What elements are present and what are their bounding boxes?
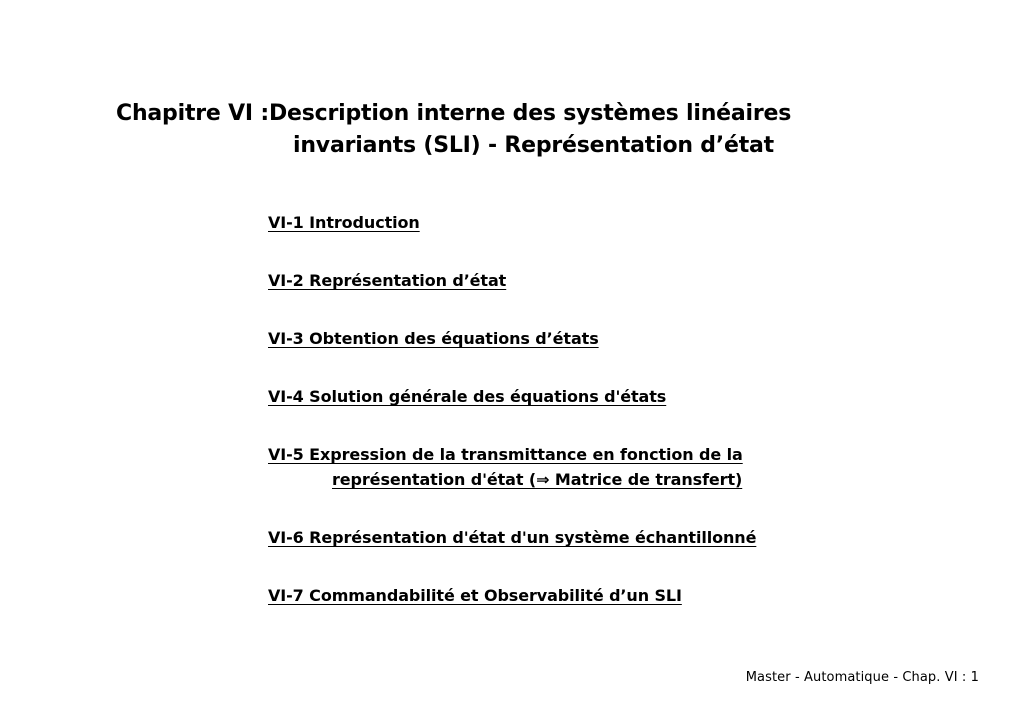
toc-item-continuation: représentation d'état (⇒ Matrice de transfert)	[332, 470, 743, 489]
chapter-title-line1: Chapitre VI :Description interne des systèmes linéaires	[116, 101, 792, 126]
toc-item-vi-3[interactable]	[268, 326, 868, 351]
toc-item-vi-2[interactable]	[268, 268, 868, 293]
toc-item-label: VI-5 Expression de la transmittance en fonction de la	[268, 445, 743, 464]
chapter-title	[116, 98, 876, 162]
toc-item-label: VI-1 Introduction	[268, 213, 420, 232]
toc-item-vi-6[interactable]	[268, 525, 868, 550]
toc-item-label: VI-4 Solution générale des équations d'états	[268, 387, 667, 406]
table-of-contents	[268, 210, 868, 641]
toc-item-label: VI-6 Représentation d'état d'un système échantillonné	[268, 528, 757, 547]
toc-item-vi-1[interactable]	[268, 210, 868, 235]
toc-item-vi-5[interactable]	[268, 442, 868, 492]
toc-item-label: VI-7 Commandabilité et Observabilité d’un SLI	[268, 586, 682, 605]
toc-item-vi-4[interactable]	[268, 384, 868, 409]
page-footer: Master - Automatique - Chap. VI : 1	[745, 670, 979, 685]
toc-item-label: VI-2 Représentation d’état	[268, 271, 507, 290]
toc-item-vi-7[interactable]	[268, 583, 868, 608]
chapter-title-line2: invariants (SLI) - Représentation d’état	[293, 133, 774, 158]
toc-item-label: VI-3 Obtention des équations d’états	[268, 329, 599, 348]
